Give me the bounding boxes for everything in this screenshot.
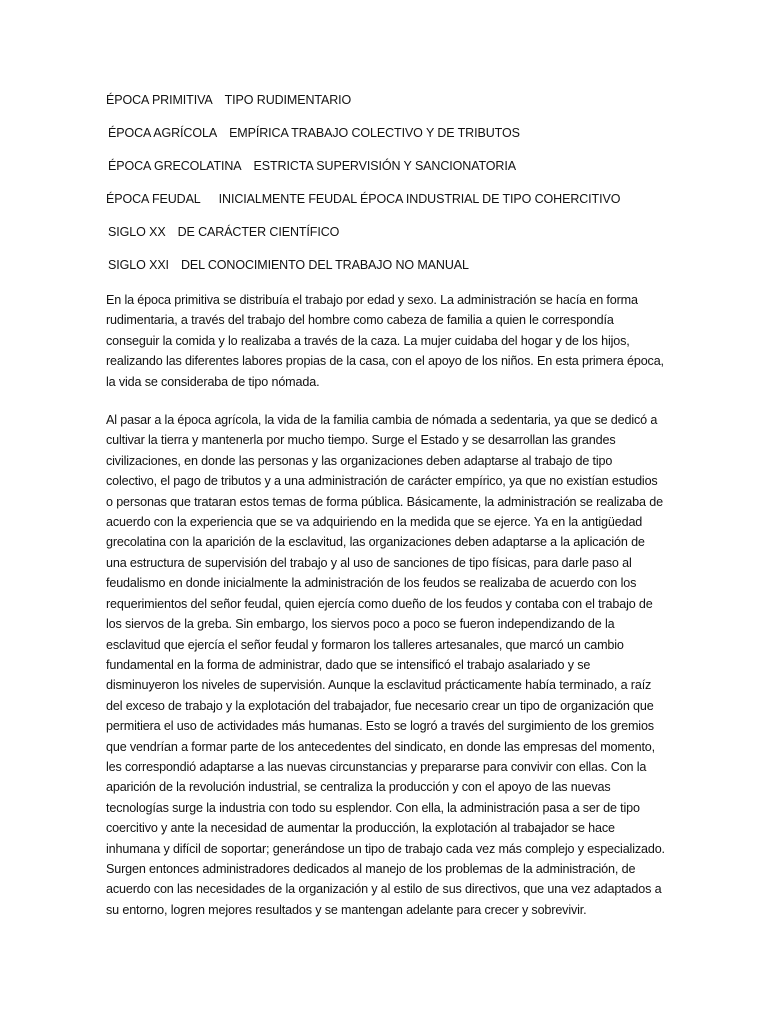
- era-heading-row: [106, 224, 726, 257]
- era-admin-type: INICIALMENTE FEUDAL ÉPOCA INDUSTRIAL DE TIPO COHERCITIVO: [218, 192, 621, 206]
- paragraph-historical-evolution: Al pasar a la época agrícola, la vida de la familia cambia de nómada a sedentaria, ya que se dedicó a cultivar la tierra y mantenerla por mucho tiempo. Surge el Estado y se desarrollan las grandes civilizaciones, en donde las personas y las organizaciones deben adaptarse al trabajo de tipo colectivo, el pago de tributos y a una administración de carácter empírico, ya que no existían estudios o personas que trataran estos temas de forma pública. Básicamente, la administración se realizaba de acuerdo con la experiencia que se va adquiriendo en la medida que se ejerce. Ya en la antigüedad grecolatina con la aparición de la esclavitud, las organizaciones deben adaptarse a la aplicación de una estructura de supervisión del trabajo y al uso de sanciones de tipo físicas, para darle paso al feudalismo en donde inicialmente la administración de los feudos se realizaba de acuerdo con los requerimientos del señor feudal, quien ejercía como dueño de los feudos y contaba con el trabajo de los siervos de la greba. Sin embargo, los siervos poco a poco se fueron independizando de la esclavitud que ejercía el señor feudal y formaron los talleres artesanales, que marcó un cambio fundamental en la forma de administrar, dado que se intensificó el trabajo asalariado y se disminuyeron los niveles de supervisión. Aunque la esclavitud prácticamente había terminado, a raíz del exceso de trabajo y la explotación del trabajador, fue necesario crear un tipo de organización que permitiera el uso de actividades más humanas. Esto se logró a través del surgimiento de los gremios que vendrían a formar parte de los antecedentes del sindicato, en donde las empresas del momento, les correspondió adaptarse a las nuevas circunstancias y prepararse para convivir con ellas. Con la aparición de la revolución industrial, se centraliza la producción y con el apoyo de las nuevas tecnologías surge la industria con todo su esplendor. Con ella, la administración pasa a ser de tipo coercitivo y ante la necesidad de aumentar la producción, la explotación al trabajador se hace inhumana y difícil de soportar; generándose un tipo de trabajo cada vez más complejo y especializado. Surgen entonces administradores dedicados al manejo de los problemas de la administración, de acuerdo con las necesidades de la organización y al estilo de sus directivos, que una vez adaptados a su entorno, logren mejores resultados y se mantengan adelante para crecer y sobrevivir.: [106, 413, 665, 917]
- paragraph-primitive-era: En la época primitiva se distribuía el trabajo por edad y sexo. La administración se hacía en forma rudimentaria, a través del trabajo del hombre como cabeza de familia a quien le correspondía conseguir la comida y lo realizaba a través de la caza. La mujer cuidaba del hogar y de los hijos, realizando las diferentes labores propias de la casa, con el apoyo de los niños. En esta primera época, la vida se consideraba de tipo nómada.: [106, 293, 664, 389]
- body-text: [106, 290, 666, 938]
- era-heading-row: [106, 257, 726, 290]
- era-admin-type: ESTRICTA SUPERVISIÓN Y SANCIONATORIA: [253, 159, 516, 173]
- era-heading-row: [106, 158, 726, 191]
- era-admin-type: DEL CONOCIMIENTO DEL TRABAJO NO MANUAL: [180, 258, 469, 272]
- era-heading-row: [106, 125, 726, 158]
- era-name: ÉPOCA FEUDAL: [106, 192, 201, 206]
- era-name: ÉPOCA PRIMITIVA: [106, 93, 213, 107]
- era-heading-list: [106, 92, 726, 290]
- era-heading-row: [106, 92, 726, 125]
- era-heading-row: [106, 191, 726, 224]
- era-name: ÉPOCA AGRÍCOLA: [108, 126, 218, 140]
- era-name: ÉPOCA GRECOLATINA: [108, 159, 242, 173]
- era-admin-type: DE CARÁCTER CIENTÍFICO: [177, 225, 340, 239]
- era-admin-type: EMPÍRICA TRABAJO COLECTIVO Y DE TRIBUTOS: [229, 126, 520, 140]
- era-name: SIGLO XXI: [108, 258, 169, 272]
- era-admin-type: TIPO RUDIMENTARIO: [224, 93, 352, 107]
- era-name: SIGLO XX: [108, 225, 166, 239]
